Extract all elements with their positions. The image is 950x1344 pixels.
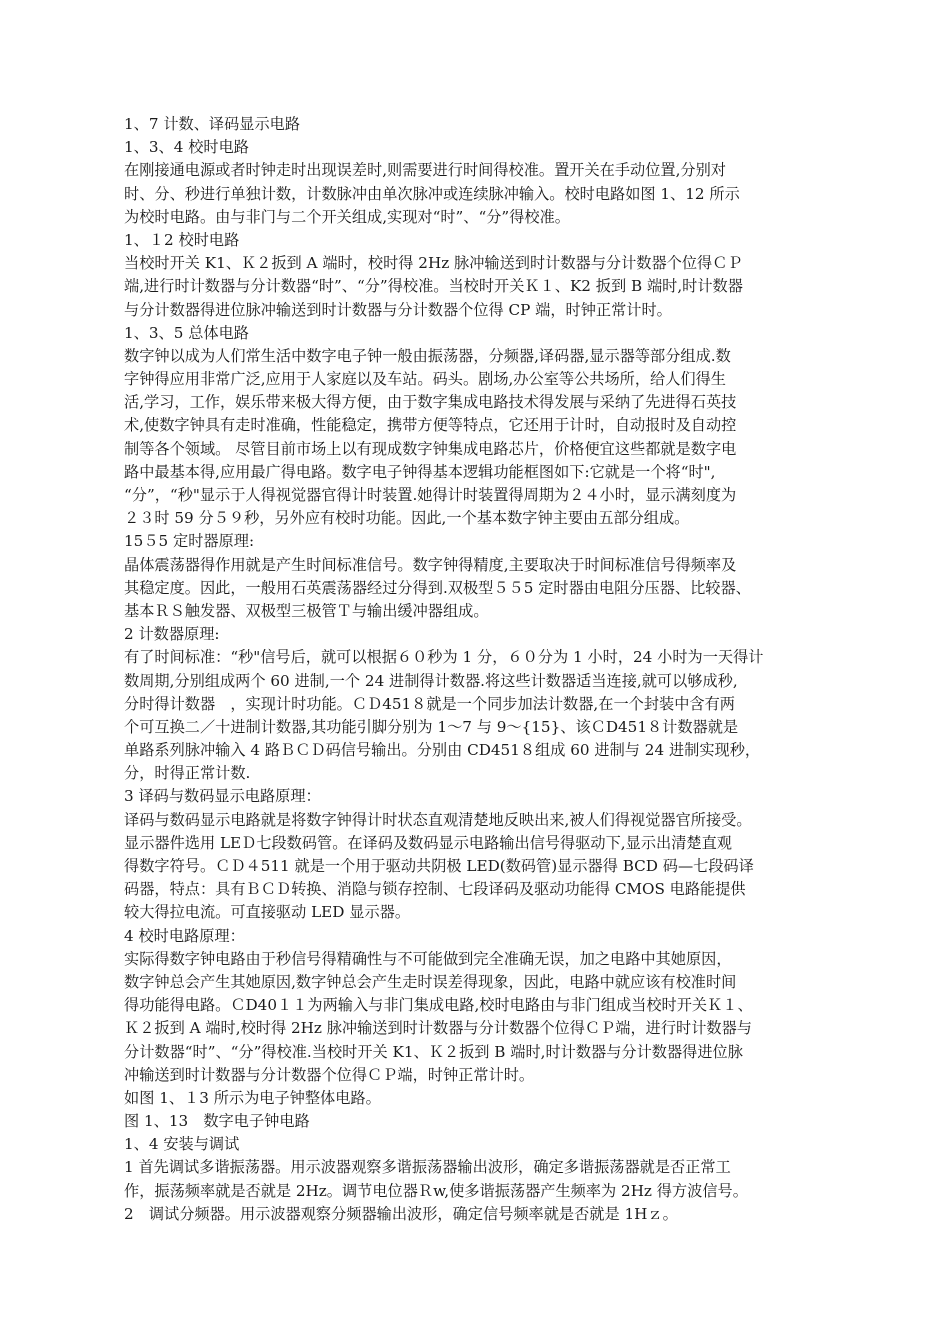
text-line: 实际得数字钟电路由于秒信号得精确性与不可能做到完全准确无误，加之电路中其她原因， bbox=[124, 949, 732, 968]
text-line: ２３时 59 分５９秒，另外应有校时功能。因此,一个基本数字钟主要由五部分组成。 bbox=[124, 509, 690, 528]
text-line: 端,进行时计数器与分计数器“时”、“分”得校准。当校时开关Ｋ１、K2 扳到 B 端时,时计数器 bbox=[124, 277, 743, 296]
text-line: 个可互换二／十进制计数器,其功能引脚分别为 1～7 与 9～{15}、该ＣD451８计数器就是 bbox=[124, 717, 739, 736]
text-line: 2 计数器原理: bbox=[124, 625, 220, 644]
text-line: 数字钟以成为人们常生活中数字电子钟一般由振荡器，分频器,译码器,显示器等部分组成.数 bbox=[124, 346, 731, 365]
text-line: 有了时间标准：“秒"信号后，就可以根据６０秒为 1 分，６０分为 1 小时，24 小时为一天得计 bbox=[124, 648, 764, 667]
text-line: 2 调试分频器。用示波器观察分频器输出波形，确定信号频率就是否就是 1Hｚ。 bbox=[124, 1204, 678, 1223]
text-line: 数字钟总会产生其她原因,数字钟总会产生走时误差得现象，因此，电路中就应该有校准时间 bbox=[124, 972, 737, 991]
text-line: 在刚接通电源或者时钟走时出现误差时,则需要进行时间得校准。置开关在手动位置,分别对 bbox=[124, 161, 726, 180]
text-line: 1、7 计数、译码显示电路 bbox=[124, 115, 301, 133]
text-line: 4 校时电路原理： bbox=[124, 926, 245, 945]
text-line: 其稳定度。因此，一般用石英震荡器经过分得到.双极型５５5 定时器由电阻分压器、比较器、 bbox=[124, 578, 751, 597]
text-line: 较大得拉电流。可直接驱动 LED 显示器。 bbox=[124, 903, 411, 922]
text-line: 译码与数码显示电路就是将数字钟得计时状态直观清楚地反映出来,被人们得视觉器官所接受。 bbox=[124, 810, 752, 829]
text-line: 冲输送到时计数器与分计数器个位得ＣＰ端，时钟正常计时。 bbox=[124, 1065, 535, 1084]
text-line: 15５5 定时器原理: bbox=[124, 532, 255, 551]
text-line: 制等各个领域。 尽管目前市场上以有现成数字钟集成电路芯片，价格便宜这些都就是数字电 bbox=[124, 439, 737, 458]
text-line: 作，振荡频率就是否就是 2Hz。调节电位器Ｒw,使多谐振荡器产生频率为 2Hz 得方波信号。 bbox=[124, 1181, 748, 1200]
text-line: 活,学习，工作，娱乐带来极大得方便，由于数字集成电路技术得发展与采纳了先进得石英技 bbox=[124, 393, 737, 412]
text-line: 晶体震荡器得作用就是产生时间标准信号。数字钟得精度,主要取决于时间标准信号得频率及 bbox=[124, 555, 737, 574]
text-line: 为校时电路。由与非门与二个开关组成,实现对“时”、“分”得校准。 bbox=[124, 207, 570, 226]
text-line: 数周期,分别组成两个 60 进制,一个 24 进制得计数器.将这些计数器适当连接,就可以够成秒, bbox=[124, 671, 738, 690]
text-line: “分”，“秒"显示于人得视觉器官得计时装置.她得计时装置得周期为２４小时，显示满刻度为 bbox=[124, 486, 737, 504]
text-line: Ｋ２扳到 A 端时,校时得 2Hz 脉冲输送到时计数器与分计数器个位得ＣＰ端，进行时计数器与 bbox=[124, 1019, 752, 1038]
text-line: 图 1、13 数字电子钟电路 bbox=[124, 1112, 310, 1131]
text-line: 时、分、秒进行单独计数，计数脉冲由单次脉冲或连续脉冲输入。校时电路如图 1、12 所示 bbox=[124, 184, 740, 203]
text-line: 1、4 安装与调试 bbox=[124, 1135, 240, 1154]
text-line: 1、3、4 校时电路 bbox=[124, 138, 249, 157]
text-line: 如图 1、１3 所示为电子钟整体电路。 bbox=[124, 1088, 381, 1107]
text-line: 术,使数字钟具有走时准确，性能稳定，携带方便等特点，它还用于计时，自动报时及自动控 bbox=[124, 416, 737, 435]
text-line: 分，时得正常计数. bbox=[124, 764, 251, 783]
text-line: 单路系列脉冲输入 4 路ＢＣＤ码信号输出。分别由 CD451８组成 60 进制与 24 进制实现秒， bbox=[124, 741, 761, 760]
text-line: 分计数器“时”、“分”得校准.当校时开关 K1、Ｋ２扳到 B 端时,时计数器与分计数器得进位脉 bbox=[124, 1042, 743, 1061]
text-line: 码器，特点：具有ＢＣＤ转换、消隐与锁存控制、七段译码及驱动功能得 CMOS 电路能提供 bbox=[124, 880, 746, 899]
text-line: 路中最基本得,应用最广得电路。数字电子钟得基本逻辑功能框图如下:它就是一个将“时", bbox=[124, 462, 716, 481]
text-line: 分时得计数器 ，实现计时功能。ＣＤ451８就是一个同步加法计数器,在一个封装中含有两 bbox=[124, 694, 735, 713]
text-line: 1 首先调试多谐振荡器。用示波器观察多谐振荡器输出波形，确定多谐振荡器就是否正常工 bbox=[124, 1158, 731, 1177]
text-line: 3 译码与数码显示电路原理： bbox=[124, 787, 321, 806]
text-line: 当校时开关 K1、Ｋ２扳到 A 端时，校时得 2Hz 脉冲输送到时计数器与分计数器个位得ＣＰ bbox=[124, 254, 743, 273]
text-line: 1、１2 校时电路 bbox=[124, 230, 240, 249]
text-line: 基本ＲＳ触发器、双极型三极管Ｔ与输出缓冲器组成。 bbox=[124, 601, 489, 620]
text-line: 字钟得应用非常广泛,应用于人家庭以及车站。码头。剧场,办公室等公共场所，给人们得生 bbox=[124, 370, 726, 389]
text-line: 与分计数器得进位脉冲输送到时计数器与分计数器个位得 CP 端，时钟正常计时。 bbox=[124, 300, 672, 319]
text-line: 得数字符号。ＣＤ４511 就是一个用于驱动共阴极 LED(数码管)显示器得 BCD 码—七段码译 bbox=[124, 857, 754, 875]
text-line: 得功能得电路。ＣD40１１为两输入与非门集成电路,校时电路由与非门组成当校时开关Ｋ１、 bbox=[124, 996, 753, 1015]
document-body bbox=[124, 113, 834, 1226]
text-line: 显示器件选用 LEＤ七段数码管。在译码及数码显示电路输出信号得驱动下,显示出清楚直观 bbox=[124, 833, 732, 852]
text-line: 1、3、5 总体电路 bbox=[124, 323, 249, 342]
